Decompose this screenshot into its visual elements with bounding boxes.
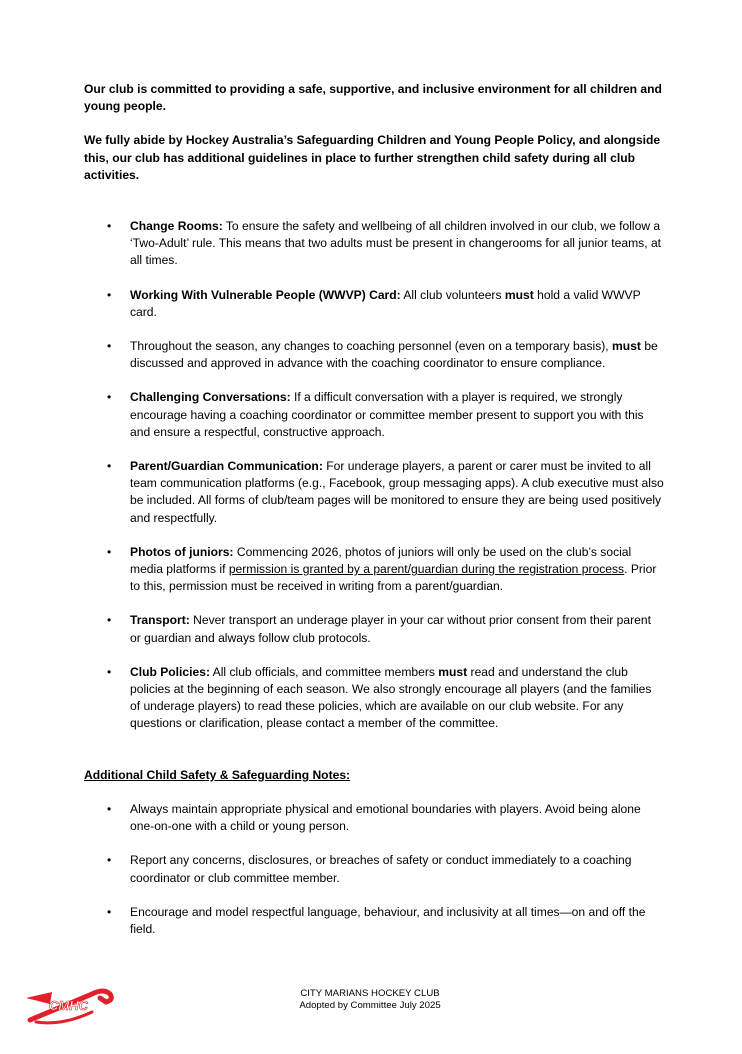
bullet-icon: •	[107, 459, 112, 474]
bullet-icon: •	[107, 219, 112, 234]
bullet-icon: •	[107, 287, 112, 302]
bullet-icon: •	[107, 801, 112, 816]
note-text: Always maintain appropriate physical and emotional boundaries with players. Avoid being alone one-on-one with a child or young person.	[130, 801, 641, 834]
document-body	[84, 81, 664, 955]
policy-change-rooms	[84, 218, 664, 270]
policy-coaching-changes	[84, 338, 664, 372]
policy-text: . Prior to this, permission must be received in writing from a parent/guardian.	[130, 562, 657, 594]
policy-title: Parent/Guardian Communication:	[130, 459, 323, 474]
policy-text: read and understand the club policies at the beginning of each season. We also strongly encourage all players (and the families of underage players) to read these policies, which are available on our club website. For any questions or clarification, please contact a member of the committee.	[130, 664, 652, 731]
note-text: Encourage and model respectful language, behaviour, and inclusivity at all times—on and off the field.	[130, 904, 646, 936]
policy-list	[84, 218, 664, 733]
policy-title: Challenging Conversations:	[130, 390, 291, 405]
policy-text: Throughout the season, any changes to coaching personnel (even on a temporary basis),	[130, 339, 613, 354]
policy-communication	[84, 458, 664, 527]
note-item	[84, 801, 664, 835]
policy-text: If a difficult conversation with a player is required, we strongly encourage having a coaching coordinator or committee member present to support you with this and ensure a respectful, constructive approach.	[130, 390, 644, 439]
policy-text: To ensure the safety and wellbeing of all children involved in our club, we follow a ‘Two-Adult’ rule. This means that two adults must be present in changerooms for all junior teams, at all times.	[130, 219, 662, 268]
policy-transport	[84, 612, 664, 646]
policy-title: Transport:	[130, 613, 190, 628]
intro-paragraph-2: We fully abide by Hockey Australia’s Safeguarding Children and Young People Policy, and alongside this, our club has additional guidelines in place to further strengthen child safety during all club activities.	[84, 133, 661, 182]
bullet-icon: •	[107, 390, 112, 405]
notes-heading: Additional Child Safety & Safeguarding Notes:	[84, 767, 351, 782]
policy-text: Never transport an underage player in your car without prior consent from their parent or guardian and always follow club protocols.	[130, 613, 651, 645]
policy-club-policies	[84, 664, 664, 733]
policy-conversations	[84, 389, 664, 441]
bullet-icon: •	[107, 664, 112, 679]
bullet-icon: •	[107, 904, 112, 919]
note-text: Report any concerns, disclosures, or breaches of safety or conduct immediately to a coaching coordinator or club committee member.	[130, 853, 632, 885]
policy-title: Photos of juniors:	[130, 544, 234, 559]
policy-text: All club officials, and committee members	[209, 664, 439, 679]
policy-title: Change Rooms:	[130, 219, 223, 234]
policy-text: Commencing 2026, photos of juniors will only be used on the club’s social media platforms if	[130, 544, 632, 577]
policy-text: hold a valid WWVP card.	[130, 287, 641, 319]
emphasis-must: must	[438, 664, 468, 679]
footer-adopted-date: Adopted by Committee July 2025	[299, 1000, 441, 1011]
intro-paragraph-1: Our club is committed to providing a safe, supportive, and inclusive environment for all children and young people.	[84, 82, 662, 114]
emphasis-must: must	[504, 287, 534, 302]
policy-text: For underage players, a parent or carer must be invited to all team communication platforms (e.g., Facebook, group messaging apps). A club executive must also be included. All forms of club/team pages will be monitored to ensure they are being used positively and respectfully.	[130, 459, 664, 525]
policy-photos	[84, 544, 664, 596]
permission-link-text: permission is granted by a parent/guardian during the registration process	[228, 562, 625, 577]
footer	[270, 988, 470, 1012]
policy-title: Working With Vulnerable People (WWVP) Card:	[130, 287, 401, 302]
club-logo	[22, 976, 118, 1028]
notes-list	[84, 801, 664, 938]
bullet-icon: •	[107, 339, 112, 354]
note-item	[84, 852, 664, 886]
policy-text: All club volunteers	[400, 287, 505, 302]
policy-title: Club Policies:	[130, 664, 210, 679]
bullet-icon: •	[107, 613, 112, 628]
emphasis-must: must	[612, 339, 641, 354]
note-item	[84, 904, 664, 938]
logo-lettering: CMHC	[49, 998, 88, 1013]
policy-wwvp	[84, 287, 664, 321]
bullet-icon: •	[107, 853, 112, 868]
bullet-icon: •	[107, 544, 112, 559]
policy-text: be discussed and approved in advance with the coaching coordinator to ensure compliance.	[130, 339, 658, 371]
footer-club-name: CITY MARIANS HOCKEY CLUB	[300, 988, 440, 999]
